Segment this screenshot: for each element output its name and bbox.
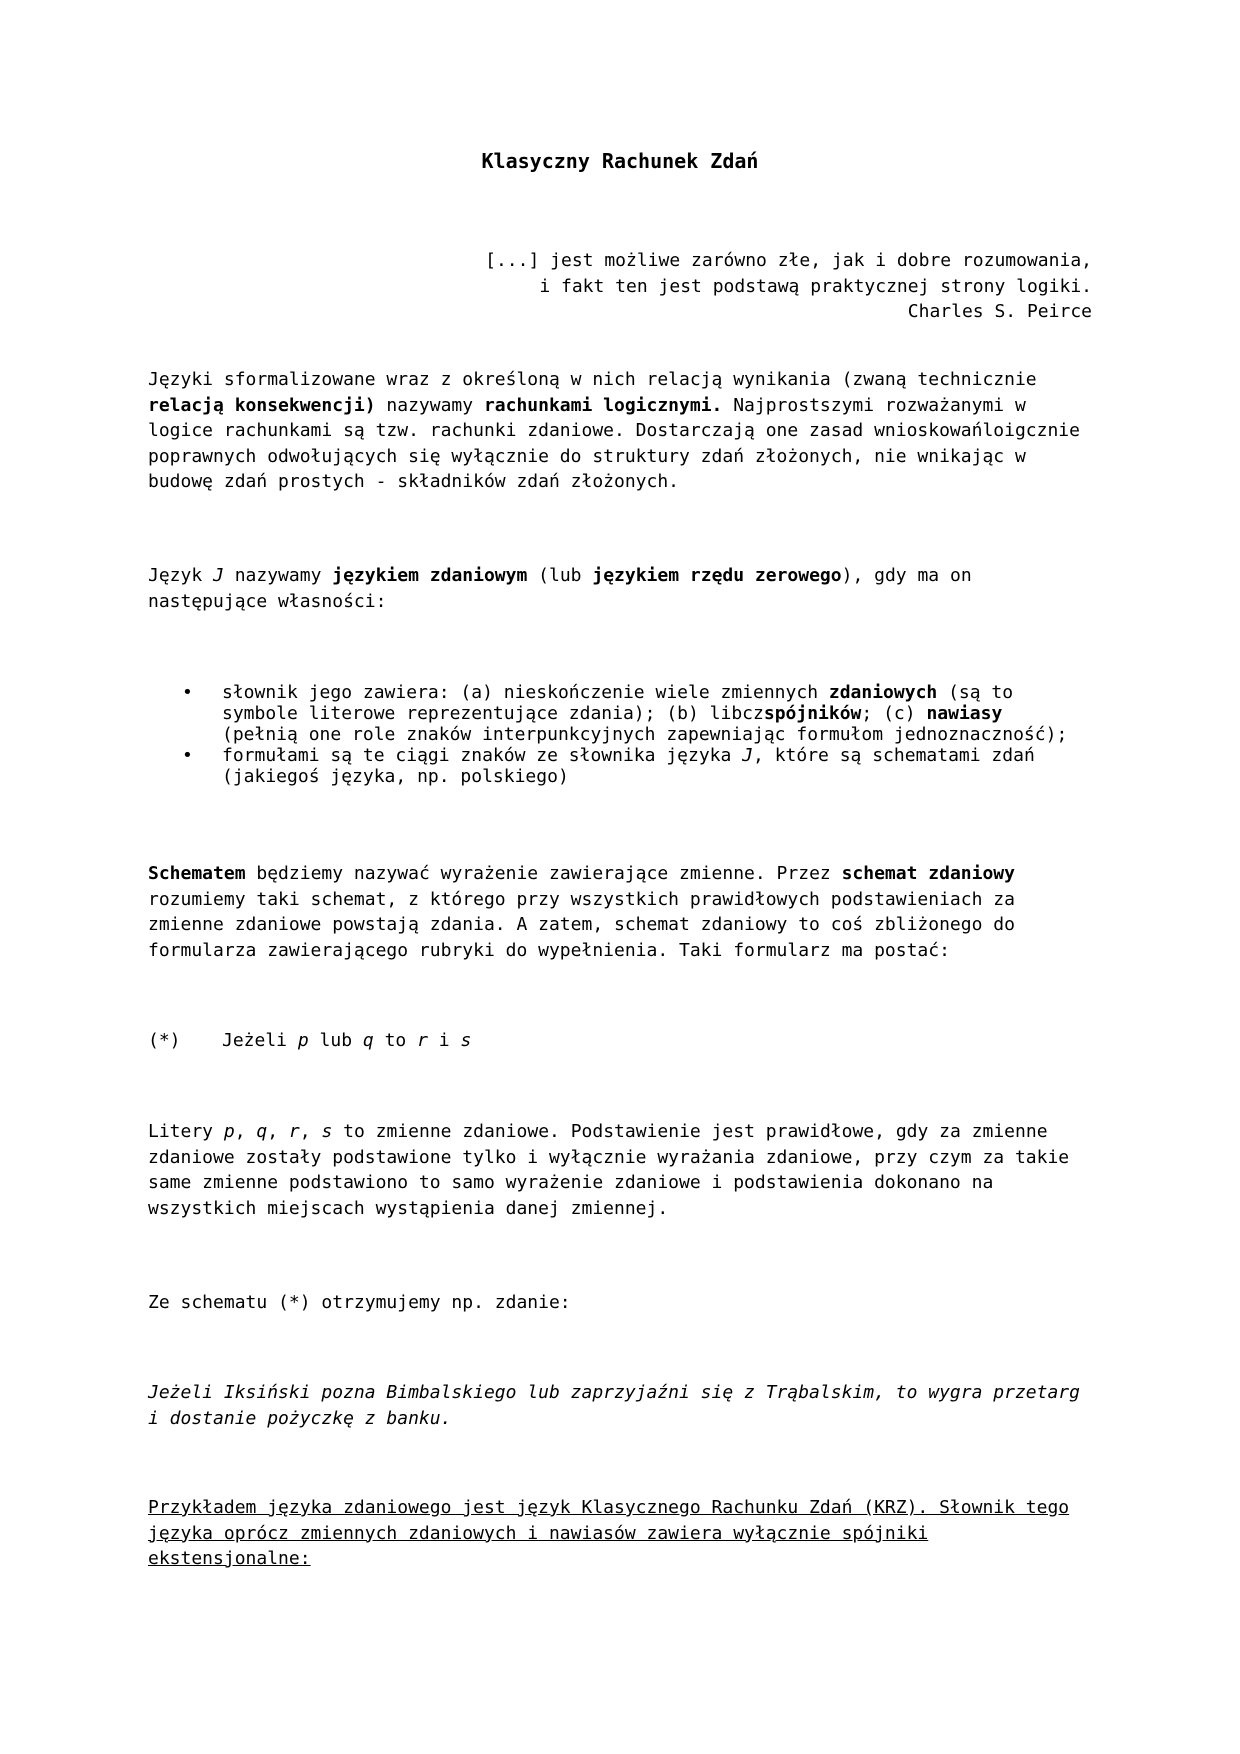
paragraph-example-sentence: Jeżeli Iksiński pozna Bimbalskiego lub zaprzyjaźni się z Trąbalskim, to wygra przetarg i dostanie pożyczkę z banku. [148, 1382, 1080, 1429]
paragraph-example-intro: Ze schematu (*) otrzymujemy np. zdanie: [148, 1292, 571, 1313]
properties-list [148, 682, 1088, 787]
page-title: Klasyczny Rachunek Zdań [481, 149, 759, 173]
epigraph-line-2: i fakt ten jest podstawą praktycznej strony logiki. [539, 275, 1092, 297]
paragraph-variables: Litery p, q, r, s to zmienne zdaniowe. Podstawienie jest prawidłowe, gdy za zmienne zdaniowe zostały podstawione tylko i wyłącznie wyrażania zdaniowe, przy czym za takie same zmienne podstawiono to samo wyrażenie zdaniowe i podstawienia dokonano na wszystkich miejscach wystąpienia danej zmiennej. [148, 1121, 1070, 1219]
epigraph-author: Charles S. Peirce [907, 301, 1092, 322]
epigraph-line-1: [...] jest możliwe zarówno złe, jak i dobre rozumowania, [485, 250, 1092, 271]
paragraph-definition: Język J nazywamy językiem zdaniowym (lub językiem rzędu zerowego), gdy ma on następujące własności: [148, 565, 972, 612]
paragraph-krz: Przykładem języka zdaniowego jest język Klasycznego Rachunku Zdań (KRZ). Słownik tego języka oprócz zmiennych zdaniowych i nawiasów zawiera wyłącznie spójniki ekstensjonalne: [148, 1497, 1070, 1569]
bullet-icon: • [182, 745, 193, 766]
formula-marker: (*) [148, 1030, 181, 1051]
paragraph-schema: Schematem będziemy nazywać wyrażenie zawierające zmienne. Przez schemat zdaniowy rozumiemy taki schemat, z którego przy wszystkich prawidłowych podstawieniach za zmienne zdaniowe powstają zdania. A zatem, schemat zdaniowy to coś zbliżonego do formularza zawierającego rubryki do wypełnienia. Taki formularz ma postać: [148, 863, 1015, 961]
list-item: • formułami są te ciągi znaków ze słownika języka J, które są schematami zdań (jakiegoś języka, np. polskiego) [182, 745, 1035, 787]
paragraph-intro: Języki sformalizowane wraz z określoną w nich relacją wynikania (zwaną technicznie relacją konsekwencji) nazywamy rachunkami logicznymi. Najprostszymi rozważanymi w logice rachunkami są tzw. rachunki zdaniowe. Dostarczają one zasad wnioskowańloigcznie poprawnych odwołujących się wyłącznie do struktury zdań złożonych, nie wnikając w budowę zdań prostych - składników zdań złożonych. [148, 369, 1080, 492]
list-item: • słownik jego zawiera: (a) nieskończenie wiele zmiennych zdaniowych (są to symbole literowe reprezentujące zdania); (b) libczspójników; (c) nawiasy (pełnią one role znaków interpunkcyjnych zapewniając formułom jednoznaczność); [182, 682, 1068, 745]
bullet-icon: • [182, 682, 193, 703]
formula-line: (*) Jeżeli p lub q to r i s [148, 1028, 1088, 1054]
epigraph [392, 248, 1092, 325]
